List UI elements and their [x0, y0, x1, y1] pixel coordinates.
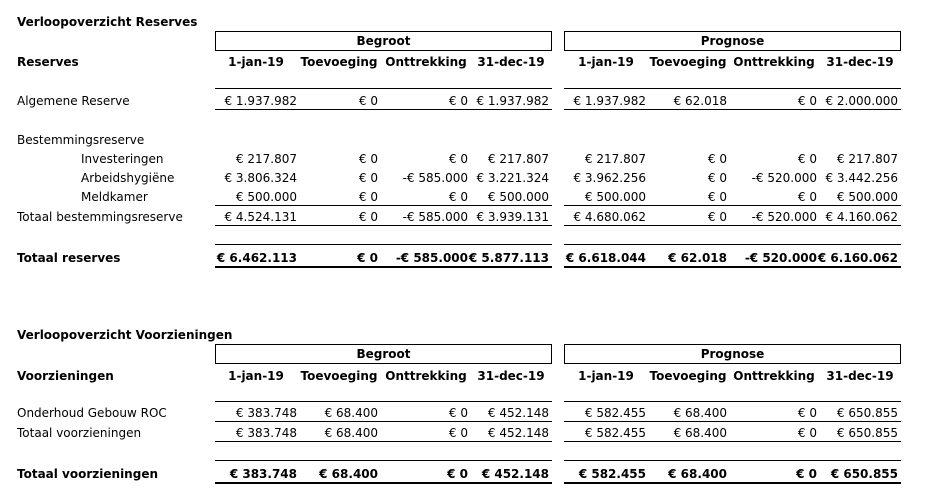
totaal-reserves-bottom-line-begroot	[215, 266, 552, 268]
table-cell: € 4.680.062	[573, 210, 646, 224]
table-cell: € 217.807	[235, 152, 297, 166]
row-label: Meldkamer	[81, 190, 148, 204]
reserves-header-line-begroot	[215, 88, 552, 89]
table-cell: € 0	[358, 190, 378, 204]
table-cell: € 0	[448, 94, 468, 108]
table-cell: € 500.000	[235, 190, 297, 204]
table-cell: € 0	[797, 406, 817, 420]
totaal-voorzieningen-line-prognose	[564, 441, 901, 442]
table-cell: € 6.462.113	[216, 251, 297, 265]
group-header-begroot	[215, 31, 552, 51]
table-cell: € 0	[797, 426, 817, 440]
row-label: Totaal reserves	[17, 251, 121, 265]
table-cell: € 68.400	[324, 406, 378, 420]
meldkamer-line-prognose	[564, 205, 901, 206]
table-cell: € 62.018	[673, 94, 727, 108]
voorzieningen-header-line-prognose	[564, 401, 901, 402]
table-cell: € 4.524.131	[224, 210, 297, 224]
column-header: 31-dec-19	[477, 369, 545, 383]
table-cell: € 0	[358, 210, 378, 224]
row-label: Arbeidshygiëne	[81, 171, 175, 185]
table-cell: € 1.937.982	[573, 94, 646, 108]
table-cell: -€ 520.000	[744, 251, 817, 265]
table-cell: € 1.937.982	[476, 94, 549, 108]
column-header: Onttrekking	[733, 369, 815, 383]
table-cell: € 0	[447, 467, 468, 481]
table-cell: € 0	[707, 152, 727, 166]
table-cell: € 0	[357, 251, 378, 265]
table-cell: -€ 585.000	[395, 251, 468, 265]
table-cell: € 0	[796, 467, 817, 481]
row-label: Investeringen	[81, 152, 164, 166]
column-header: 31-dec-19	[477, 55, 545, 69]
table-cell: € 0	[797, 94, 817, 108]
column-header: Onttrekking	[733, 55, 815, 69]
totaal-voorzieningen-top-line-begroot	[215, 460, 552, 461]
table-cell: € 1.937.982	[224, 94, 297, 108]
totaal-reserves-top-line-begroot	[215, 244, 552, 245]
table-cell: € 582.455	[584, 406, 646, 420]
totaal-voorzieningen-bottom-line-prognose	[564, 482, 901, 484]
totaal-voorzieningen-bottom-line-begroot	[215, 482, 552, 484]
table-cell: € 5.877.113	[468, 251, 549, 265]
table-cell: € 0	[448, 152, 468, 166]
table-cell: € 0	[448, 406, 468, 420]
table-cell: € 0	[797, 190, 817, 204]
table-cell: € 500.000	[584, 190, 646, 204]
table-cell: -€ 585.000	[402, 171, 468, 185]
table-cell: € 500.000	[487, 190, 549, 204]
table-cell: € 650.855	[830, 467, 898, 481]
table-cell: € 0	[358, 94, 378, 108]
column-header: 1-jan-19	[228, 55, 284, 69]
table-cell: € 452.148	[481, 467, 549, 481]
table-cell: -€ 520.000	[751, 171, 817, 185]
table-cell: € 0	[797, 152, 817, 166]
table-cell: € 383.748	[229, 467, 297, 481]
column-header: 31-dec-19	[826, 55, 894, 69]
table-cell: -€ 585.000	[402, 210, 468, 224]
column-header-label: Voorzieningen	[17, 369, 114, 383]
row-label: Totaal voorzieningen	[17, 467, 158, 481]
row-label: Bestemmingsreserve	[17, 133, 145, 147]
table-cell: € 0	[448, 426, 468, 440]
column-header: 31-dec-19	[826, 369, 894, 383]
table-cell: € 3.939.131	[476, 210, 549, 224]
table-cell: € 3.962.256	[573, 171, 646, 185]
section-title: Verloopoverzicht Reserves	[17, 15, 198, 29]
column-header: Toevoeging	[649, 55, 727, 69]
table-cell: € 2.000.000	[825, 94, 898, 108]
column-header: Toevoeging	[300, 55, 378, 69]
table-cell: € 383.748	[235, 406, 297, 420]
column-header: Onttrekking	[385, 55, 467, 69]
totaal-bestemmingsreserve-line-prognose	[564, 225, 901, 226]
table-cell: € 0	[707, 210, 727, 224]
table-cell: € 500.000	[836, 190, 898, 204]
table-cell: € 217.807	[836, 152, 898, 166]
table-cell: € 68.400	[324, 426, 378, 440]
row-label: Algemene Reserve	[17, 94, 130, 108]
group-header-begroot-label: Begroot	[356, 34, 411, 48]
table-cell: € 6.618.044	[565, 251, 646, 265]
table-cell: € 0	[707, 190, 727, 204]
table-cell: € 6.160.062	[817, 251, 898, 265]
table-cell: € 4.160.062	[825, 210, 898, 224]
group-header-begroot-label: Begroot	[356, 347, 411, 361]
table-cell: € 68.400	[673, 426, 727, 440]
column-header: Toevoeging	[649, 369, 727, 383]
table-cell: € 582.455	[578, 467, 646, 481]
table-cell: € 0	[358, 152, 378, 166]
onderhoud-line-begroot	[215, 421, 552, 422]
table-cell: € 217.807	[584, 152, 646, 166]
column-header: 1-jan-19	[578, 55, 634, 69]
table-cell: € 68.400	[319, 467, 378, 481]
section-title: Verloopoverzicht Voorzieningen	[17, 328, 233, 342]
totaal-reserves-top-line-prognose	[564, 244, 901, 245]
table-cell: € 62.018	[668, 251, 727, 265]
column-header-label: Reserves	[17, 55, 79, 69]
table-cell: € 68.400	[668, 467, 727, 481]
table-cell: € 3.221.324	[476, 171, 549, 185]
algemene-reserve-line-begroot	[215, 109, 552, 110]
table-cell: € 0	[448, 190, 468, 204]
table-cell: € 217.807	[487, 152, 549, 166]
reserves-header-line-prognose	[564, 88, 901, 89]
group-header-prognose-label: Prognose	[700, 34, 765, 48]
table-cell: € 0	[707, 171, 727, 185]
totaal-voorzieningen-top-line-prognose	[564, 460, 901, 461]
column-header: Toevoeging	[300, 369, 378, 383]
table-cell: € 650.855	[836, 406, 898, 420]
table-cell: € 3.806.324	[224, 171, 297, 185]
group-header-begroot	[215, 344, 552, 364]
column-header: 1-jan-19	[578, 369, 634, 383]
row-label: Onderhoud Gebouw ROC	[17, 406, 167, 420]
table-cell: € 582.455	[584, 426, 646, 440]
table-cell: € 452.148	[487, 426, 549, 440]
algemene-reserve-line-prognose	[564, 109, 901, 110]
totaal-reserves-bottom-line-prognose	[564, 266, 901, 268]
meldkamer-line-begroot	[215, 205, 552, 206]
totaal-bestemmingsreserve-line-begroot	[215, 225, 552, 226]
row-label: Totaal voorzieningen	[17, 426, 142, 440]
row-label: Totaal bestemmingsreserve	[17, 210, 183, 224]
table-cell: € 452.148	[487, 406, 549, 420]
group-header-prognose	[564, 31, 901, 51]
table-cell: € 650.855	[836, 426, 898, 440]
table-cell: € 3.442.256	[825, 171, 898, 185]
column-header: Onttrekking	[385, 369, 467, 383]
group-header-prognose-label: Prognose	[700, 347, 765, 361]
table-cell: -€ 520.000	[751, 210, 817, 224]
group-header-prognose	[564, 344, 901, 364]
table-cell: € 68.400	[673, 406, 727, 420]
table-cell: € 383.748	[235, 426, 297, 440]
totaal-voorzieningen-line-begroot	[215, 441, 552, 442]
column-header: 1-jan-19	[228, 369, 284, 383]
voorzieningen-header-line-begroot	[215, 401, 552, 402]
table-cell: € 0	[358, 171, 378, 185]
onderhoud-line-prognose	[564, 421, 901, 422]
